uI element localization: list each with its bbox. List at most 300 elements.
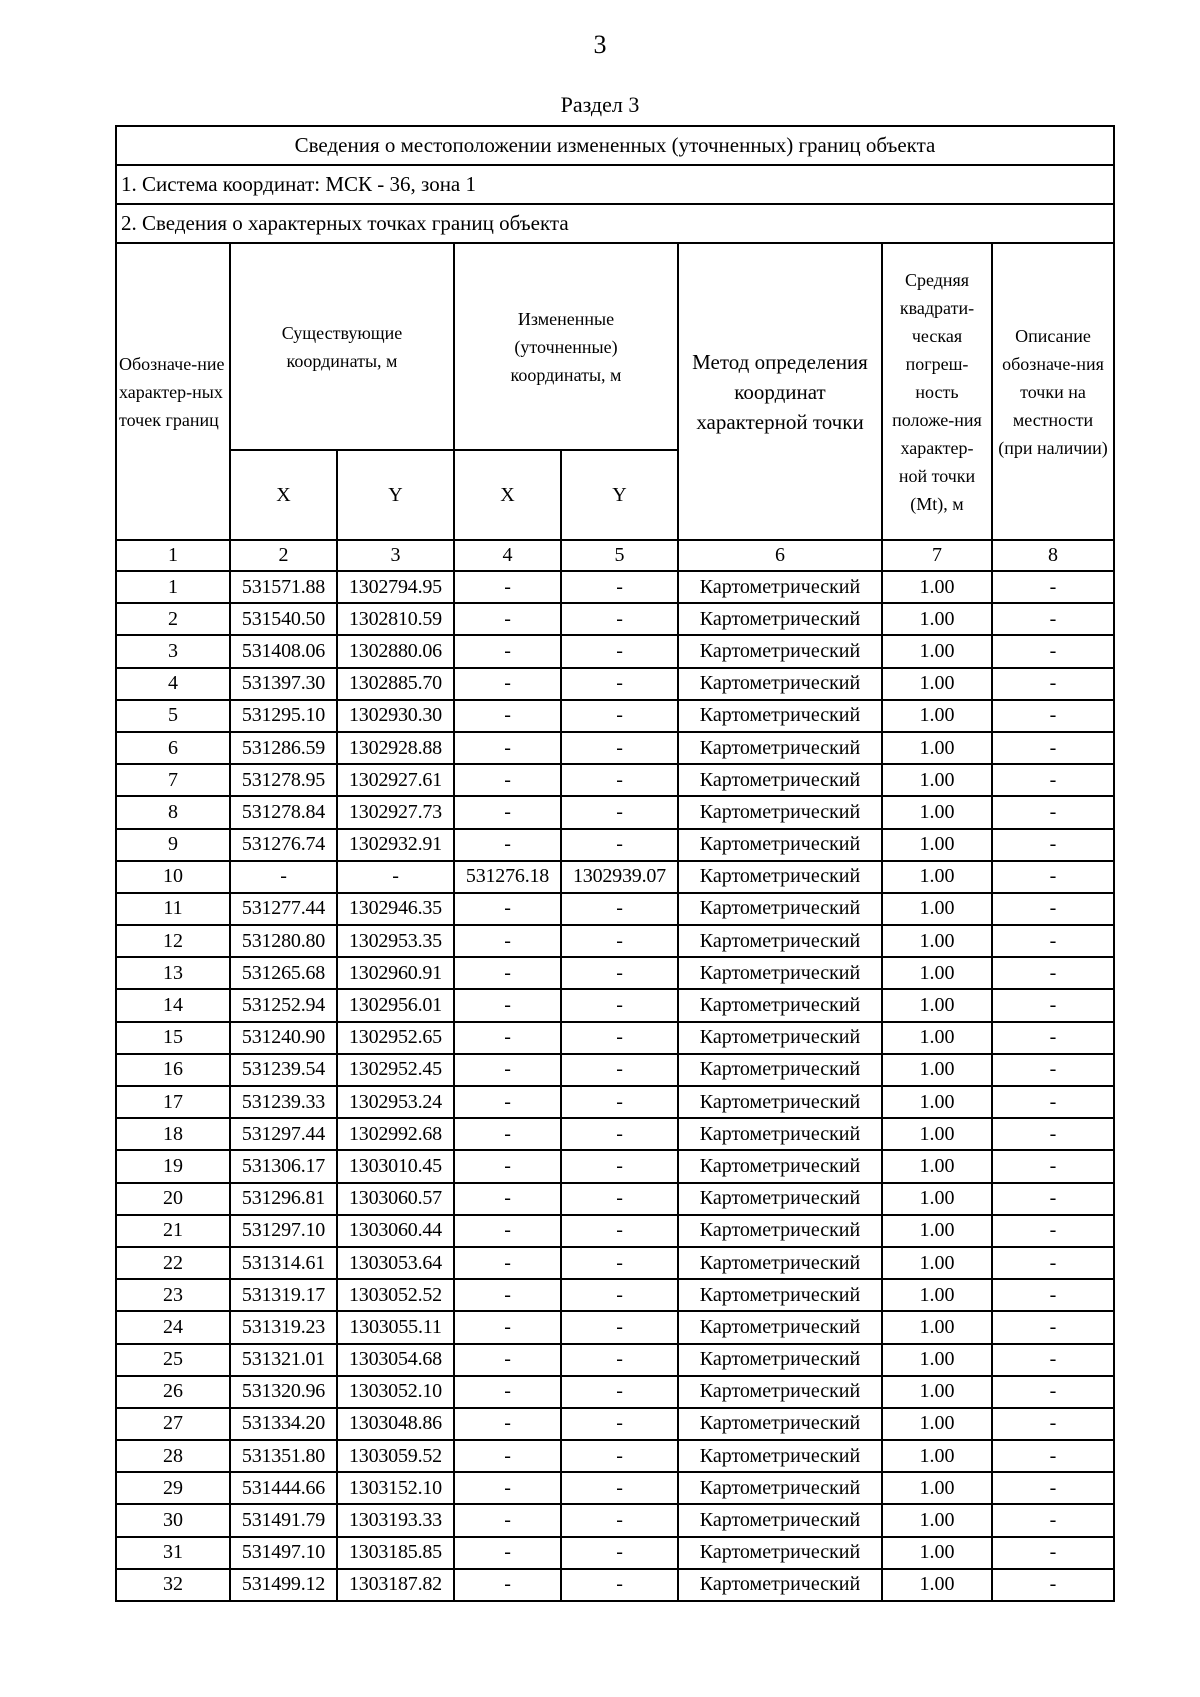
changed-x-cell: - (454, 1537, 561, 1569)
existing-x-cell: 531297.10 (230, 1215, 337, 1247)
points-title: 2. Сведения о характерных точках границ объекта (116, 204, 1114, 243)
table-row (116, 829, 1114, 861)
existing-x-cell: 531397.30 (230, 668, 337, 700)
accuracy-cell: 1.00 (882, 957, 992, 989)
table-row (116, 1150, 1114, 1182)
existing-y-cell: 1302794.95 (337, 571, 454, 603)
existing-y-cell: 1303060.44 (337, 1215, 454, 1247)
changed-x-cell: - (454, 829, 561, 861)
changed-x-cell: - (454, 1054, 561, 1086)
point-number-cell: 23 (116, 1279, 230, 1311)
table-row (116, 1504, 1114, 1536)
description-cell: - (992, 732, 1114, 764)
description-cell: - (992, 635, 1114, 667)
method-cell: Картометрический (678, 1086, 882, 1118)
description-cell: - (992, 1311, 1114, 1343)
changed-x-cell: - (454, 1183, 561, 1215)
changed-x-cell: - (454, 1472, 561, 1504)
table-row (116, 635, 1114, 667)
method-cell: Картометрический (678, 1504, 882, 1536)
existing-x-cell: 531277.44 (230, 893, 337, 925)
changed-y-cell: - (561, 1086, 678, 1118)
existing-y-cell: 1302953.24 (337, 1086, 454, 1118)
existing-x-cell: 531239.54 (230, 1054, 337, 1086)
existing-x-cell: 531497.10 (230, 1537, 337, 1569)
table-row (116, 1279, 1114, 1311)
method-cell: Картометрический (678, 603, 882, 635)
changed-y-cell: 1302939.07 (561, 861, 678, 893)
point-number-cell: 7 (116, 764, 230, 796)
table-row (116, 1569, 1114, 1601)
column-numbers-row (116, 540, 1114, 571)
column-number: 7 (882, 540, 992, 571)
description-cell: - (992, 1247, 1114, 1279)
point-number-cell: 26 (116, 1376, 230, 1408)
changed-y-cell: - (561, 1376, 678, 1408)
method-cell: Картометрический (678, 1150, 882, 1182)
column-number: 6 (678, 540, 882, 571)
description-cell: - (992, 1086, 1114, 1118)
accuracy-cell: 1.00 (882, 1472, 992, 1504)
existing-x-cell: 531280.80 (230, 925, 337, 957)
method-cell: Картометрический (678, 1118, 882, 1150)
changed-x-cell: - (454, 957, 561, 989)
existing-y-cell: 1303052.52 (337, 1279, 454, 1311)
point-number-cell: 17 (116, 1086, 230, 1118)
changed-y-cell: - (561, 764, 678, 796)
existing-x-cell: 531306.17 (230, 1150, 337, 1182)
existing-y-cell: 1302928.88 (337, 732, 454, 764)
description-cell: - (992, 925, 1114, 957)
existing-y-cell: 1302932.91 (337, 829, 454, 861)
table-row (116, 764, 1114, 796)
changed-x-cell: - (454, 1279, 561, 1311)
existing-y-cell: 1303193.33 (337, 1504, 454, 1536)
table-row (116, 1215, 1114, 1247)
changed-x-cell: - (454, 989, 561, 1021)
point-number-cell: 25 (116, 1344, 230, 1376)
table-row (116, 1022, 1114, 1054)
header-designation: Обозначе-ние характер-ных точек границ (116, 243, 230, 540)
changed-y-cell: - (561, 989, 678, 1021)
accuracy-cell: 1.00 (882, 1183, 992, 1215)
existing-y-cell: 1303048.86 (337, 1408, 454, 1440)
changed-x-cell: - (454, 635, 561, 667)
table-row (116, 1408, 1114, 1440)
description-cell: - (992, 861, 1114, 893)
changed-x-cell: - (454, 1504, 561, 1536)
existing-x-cell: 531444.66 (230, 1472, 337, 1504)
accuracy-cell: 1.00 (882, 1440, 992, 1472)
changed-x-cell: - (454, 764, 561, 796)
accuracy-cell: 1.00 (882, 1118, 992, 1150)
existing-x-cell: 531265.68 (230, 957, 337, 989)
table-row (116, 1472, 1114, 1504)
changed-y-cell: - (561, 957, 678, 989)
point-number-cell: 18 (116, 1118, 230, 1150)
existing-y-cell: 1302952.45 (337, 1054, 454, 1086)
boundary-points-table (115, 125, 1115, 1602)
changed-x-cell: - (454, 1150, 561, 1182)
table-row (116, 1054, 1114, 1086)
column-number: 4 (454, 540, 561, 571)
point-number-cell: 28 (116, 1440, 230, 1472)
table-row (116, 893, 1114, 925)
description-cell: - (992, 1440, 1114, 1472)
existing-x-cell: 531571.88 (230, 571, 337, 603)
method-cell: Картометрический (678, 1247, 882, 1279)
table-row (116, 925, 1114, 957)
existing-x-cell: 531239.33 (230, 1086, 337, 1118)
table-row (116, 1247, 1114, 1279)
changed-y-cell: - (561, 893, 678, 925)
accuracy-cell: 1.00 (882, 1344, 992, 1376)
changed-y-cell: - (561, 700, 678, 732)
accuracy-cell: 1.00 (882, 1376, 992, 1408)
method-cell: Картометрический (678, 1440, 882, 1472)
method-cell: Картометрический (678, 925, 882, 957)
method-cell: Картометрический (678, 1537, 882, 1569)
header-existing-y: Y (337, 450, 454, 540)
header-description: Описание обозначе-ния точки на местности (при наличии) (992, 243, 1114, 540)
changed-x-cell: - (454, 1569, 561, 1601)
method-cell: Картометрический (678, 1344, 882, 1376)
header-existing-x: X (230, 450, 337, 540)
changed-y-cell: - (561, 1569, 678, 1601)
existing-y-cell: 1302810.59 (337, 603, 454, 635)
changed-y-cell: - (561, 732, 678, 764)
existing-y-cell: - (337, 861, 454, 893)
table-row (116, 1183, 1114, 1215)
point-number-cell: 21 (116, 1215, 230, 1247)
column-number: 8 (992, 540, 1114, 571)
changed-y-cell: - (561, 1440, 678, 1472)
point-number-cell: 5 (116, 700, 230, 732)
column-number: 1 (116, 540, 230, 571)
description-cell: - (992, 1504, 1114, 1536)
changed-y-cell: - (561, 571, 678, 603)
header-existing-coords: Существующие координаты, м (230, 243, 454, 450)
header-changed-x: X (454, 450, 561, 540)
existing-x-cell: 531276.74 (230, 829, 337, 861)
description-cell: - (992, 571, 1114, 603)
changed-x-cell: - (454, 796, 561, 828)
changed-x-cell: - (454, 925, 561, 957)
changed-y-cell: - (561, 1504, 678, 1536)
changed-x-cell: - (454, 1086, 561, 1118)
point-number-cell: 22 (116, 1247, 230, 1279)
point-number-cell: 1 (116, 571, 230, 603)
header-accuracy: Средняя квадрати-ческая погреш-ность положе-ния характер-ной точки (Mt), м (882, 243, 992, 540)
description-cell: - (992, 1215, 1114, 1247)
description-cell: - (992, 1150, 1114, 1182)
existing-x-cell: 531321.01 (230, 1344, 337, 1376)
point-number-cell: 9 (116, 829, 230, 861)
changed-x-cell: - (454, 1376, 561, 1408)
accuracy-cell: 1.00 (882, 1247, 992, 1279)
point-number-cell: 19 (116, 1150, 230, 1182)
accuracy-cell: 1.00 (882, 1086, 992, 1118)
changed-y-cell: - (561, 829, 678, 861)
existing-x-cell: 531314.61 (230, 1247, 337, 1279)
existing-y-cell: 1302927.61 (337, 764, 454, 796)
changed-y-cell: - (561, 1150, 678, 1182)
table-row (116, 603, 1114, 635)
changed-x-cell: - (454, 1118, 561, 1150)
method-cell: Картометрический (678, 1311, 882, 1343)
existing-y-cell: 1302930.30 (337, 700, 454, 732)
existing-y-cell: 1303187.82 (337, 1569, 454, 1601)
point-number-cell: 31 (116, 1537, 230, 1569)
accuracy-cell: 1.00 (882, 603, 992, 635)
point-number-cell: 29 (116, 1472, 230, 1504)
accuracy-cell: 1.00 (882, 1504, 992, 1536)
changed-y-cell: - (561, 1247, 678, 1279)
changed-x-cell: - (454, 1440, 561, 1472)
accuracy-cell: 1.00 (882, 1569, 992, 1601)
existing-x-cell: 531278.84 (230, 796, 337, 828)
existing-x-cell: 531491.79 (230, 1504, 337, 1536)
table-row (116, 700, 1114, 732)
method-cell: Картометрический (678, 732, 882, 764)
existing-y-cell: 1303060.57 (337, 1183, 454, 1215)
existing-x-cell: 531351.80 (230, 1440, 337, 1472)
description-cell: - (992, 796, 1114, 828)
changed-x-cell: - (454, 732, 561, 764)
accuracy-cell: 1.00 (882, 1279, 992, 1311)
changed-y-cell: - (561, 796, 678, 828)
accuracy-cell: 1.00 (882, 989, 992, 1021)
changed-x-cell: - (454, 700, 561, 732)
point-number-cell: 30 (116, 1504, 230, 1536)
existing-x-cell: 531334.20 (230, 1408, 337, 1440)
changed-x-cell: - (454, 1215, 561, 1247)
accuracy-cell: 1.00 (882, 732, 992, 764)
changed-x-cell: - (454, 1247, 561, 1279)
coord-system-row (116, 165, 1114, 204)
description-cell: - (992, 1569, 1114, 1601)
changed-x-cell: - (454, 603, 561, 635)
method-cell: Картометрический (678, 571, 882, 603)
method-cell: Картометрический (678, 764, 882, 796)
existing-x-cell: 531295.10 (230, 700, 337, 732)
existing-y-cell: 1302946.35 (337, 893, 454, 925)
method-cell: Картометрический (678, 989, 882, 1021)
description-cell: - (992, 603, 1114, 635)
point-number-cell: 3 (116, 635, 230, 667)
method-cell: Картометрический (678, 1376, 882, 1408)
point-number-cell: 20 (116, 1183, 230, 1215)
method-cell: Картометрический (678, 1408, 882, 1440)
description-cell: - (992, 1472, 1114, 1504)
method-cell: Картометрический (678, 1472, 882, 1504)
point-number-cell: 16 (116, 1054, 230, 1086)
changed-x-cell: - (454, 1311, 561, 1343)
changed-y-cell: - (561, 1118, 678, 1150)
accuracy-cell: 1.00 (882, 764, 992, 796)
changed-x-cell: - (454, 893, 561, 925)
changed-y-cell: - (561, 635, 678, 667)
description-cell: - (992, 764, 1114, 796)
description-cell: - (992, 1344, 1114, 1376)
coord-system: 1. Система координат: МСК - 36, зона 1 (116, 165, 1114, 204)
point-number-cell: 32 (116, 1569, 230, 1601)
description-cell: - (992, 1537, 1114, 1569)
accuracy-cell: 1.00 (882, 571, 992, 603)
method-cell: Картометрический (678, 635, 882, 667)
changed-x-cell: - (454, 1022, 561, 1054)
table-row (116, 989, 1114, 1021)
accuracy-cell: 1.00 (882, 1150, 992, 1182)
accuracy-cell: 1.00 (882, 925, 992, 957)
existing-y-cell: 1302992.68 (337, 1118, 454, 1150)
changed-x-cell: 531276.18 (454, 861, 561, 893)
existing-x-cell: 531297.44 (230, 1118, 337, 1150)
description-cell: - (992, 700, 1114, 732)
changed-y-cell: - (561, 668, 678, 700)
point-number-cell: 2 (116, 603, 230, 635)
table-row (116, 1376, 1114, 1408)
point-number-cell: 4 (116, 668, 230, 700)
column-number: 3 (337, 540, 454, 571)
accuracy-cell: 1.00 (882, 1215, 992, 1247)
description-cell: - (992, 1022, 1114, 1054)
changed-y-cell: - (561, 1279, 678, 1311)
existing-y-cell: 1302960.91 (337, 957, 454, 989)
page-number: 3 (593, 30, 607, 59)
point-number-cell: 12 (116, 925, 230, 957)
table-row (116, 1118, 1114, 1150)
description-cell: - (992, 829, 1114, 861)
existing-x-cell: 531540.50 (230, 603, 337, 635)
description-cell: - (992, 1054, 1114, 1086)
existing-x-cell: 531286.59 (230, 732, 337, 764)
existing-x-cell: 531408.06 (230, 635, 337, 667)
accuracy-cell: 1.00 (882, 1408, 992, 1440)
changed-y-cell: - (561, 1183, 678, 1215)
header-row-1 (116, 243, 1114, 450)
changed-y-cell: - (561, 1344, 678, 1376)
changed-x-cell: - (454, 1408, 561, 1440)
points-title-row (116, 204, 1114, 243)
point-number-cell: 8 (116, 796, 230, 828)
changed-y-cell: - (561, 603, 678, 635)
existing-x-cell: 531240.90 (230, 1022, 337, 1054)
column-number: 5 (561, 540, 678, 571)
description-cell: - (992, 989, 1114, 1021)
existing-y-cell: 1302927.73 (337, 796, 454, 828)
existing-x-cell: 531296.81 (230, 1183, 337, 1215)
method-cell: Картометрический (678, 1183, 882, 1215)
existing-x-cell: 531252.94 (230, 989, 337, 1021)
changed-y-cell: - (561, 1022, 678, 1054)
table-row (116, 668, 1114, 700)
point-number-cell: 6 (116, 732, 230, 764)
existing-x-cell: 531499.12 (230, 1569, 337, 1601)
accuracy-cell: 1.00 (882, 668, 992, 700)
existing-y-cell: 1303054.68 (337, 1344, 454, 1376)
existing-y-cell: 1303185.85 (337, 1537, 454, 1569)
method-cell: Картометрический (678, 1215, 882, 1247)
existing-y-cell: 1303053.64 (337, 1247, 454, 1279)
accuracy-cell: 1.00 (882, 1054, 992, 1086)
method-cell: Картометрический (678, 1569, 882, 1601)
header-changed-y: Y (561, 450, 678, 540)
method-cell: Картометрический (678, 893, 882, 925)
existing-y-cell: 1302956.01 (337, 989, 454, 1021)
existing-x-cell: 531319.23 (230, 1311, 337, 1343)
changed-x-cell: - (454, 1344, 561, 1376)
method-cell: Картометрический (678, 1022, 882, 1054)
existing-y-cell: 1303010.45 (337, 1150, 454, 1182)
header-changed-coords: Измененные (уточненные) координаты, м (454, 243, 678, 450)
changed-y-cell: - (561, 1311, 678, 1343)
description-cell: - (992, 1408, 1114, 1440)
table-title: Сведения о местоположении измененных (уточненных) границ объекта (116, 126, 1114, 165)
table-row (116, 796, 1114, 828)
changed-y-cell: - (561, 1537, 678, 1569)
table-row (116, 1311, 1114, 1343)
description-cell: - (992, 1183, 1114, 1215)
existing-x-cell: 531319.17 (230, 1279, 337, 1311)
point-number-cell: 13 (116, 957, 230, 989)
existing-y-cell: 1303052.10 (337, 1376, 454, 1408)
accuracy-cell: 1.00 (882, 1311, 992, 1343)
table-row (116, 1440, 1114, 1472)
table-row (116, 1537, 1114, 1569)
method-cell: Картометрический (678, 957, 882, 989)
existing-x-cell: 531278.95 (230, 764, 337, 796)
method-cell: Картометрический (678, 861, 882, 893)
existing-y-cell: 1302885.70 (337, 668, 454, 700)
description-cell: - (992, 1376, 1114, 1408)
point-number-cell: 14 (116, 989, 230, 1021)
existing-x-cell: - (230, 861, 337, 893)
changed-y-cell: - (561, 1054, 678, 1086)
point-number-cell: 15 (116, 1022, 230, 1054)
table-title-row (116, 126, 1114, 165)
description-cell: - (992, 668, 1114, 700)
changed-y-cell: - (561, 1408, 678, 1440)
description-cell: - (992, 893, 1114, 925)
changed-x-cell: - (454, 668, 561, 700)
accuracy-cell: 1.00 (882, 700, 992, 732)
existing-y-cell: 1303059.52 (337, 1440, 454, 1472)
existing-y-cell: 1303055.11 (337, 1311, 454, 1343)
changed-y-cell: - (561, 1472, 678, 1504)
point-number-cell: 27 (116, 1408, 230, 1440)
changed-y-cell: - (561, 925, 678, 957)
header-method: Метод определения координат характерной точки (678, 243, 882, 540)
description-cell: - (992, 1118, 1114, 1150)
accuracy-cell: 1.00 (882, 796, 992, 828)
point-number-cell: 10 (116, 861, 230, 893)
accuracy-cell: 1.00 (882, 829, 992, 861)
existing-y-cell: 1302952.65 (337, 1022, 454, 1054)
point-number-cell: 24 (116, 1311, 230, 1343)
method-cell: Картометрический (678, 1279, 882, 1311)
description-cell: - (992, 957, 1114, 989)
changed-x-cell: - (454, 571, 561, 603)
method-cell: Картометрический (678, 700, 882, 732)
method-cell: Картометрический (678, 1054, 882, 1086)
description-cell: - (992, 1279, 1114, 1311)
accuracy-cell: 1.00 (882, 893, 992, 925)
existing-y-cell: 1303152.10 (337, 1472, 454, 1504)
section-title: Раздел 3 (560, 92, 640, 117)
method-cell: Картометрический (678, 796, 882, 828)
changed-y-cell: - (561, 1215, 678, 1247)
